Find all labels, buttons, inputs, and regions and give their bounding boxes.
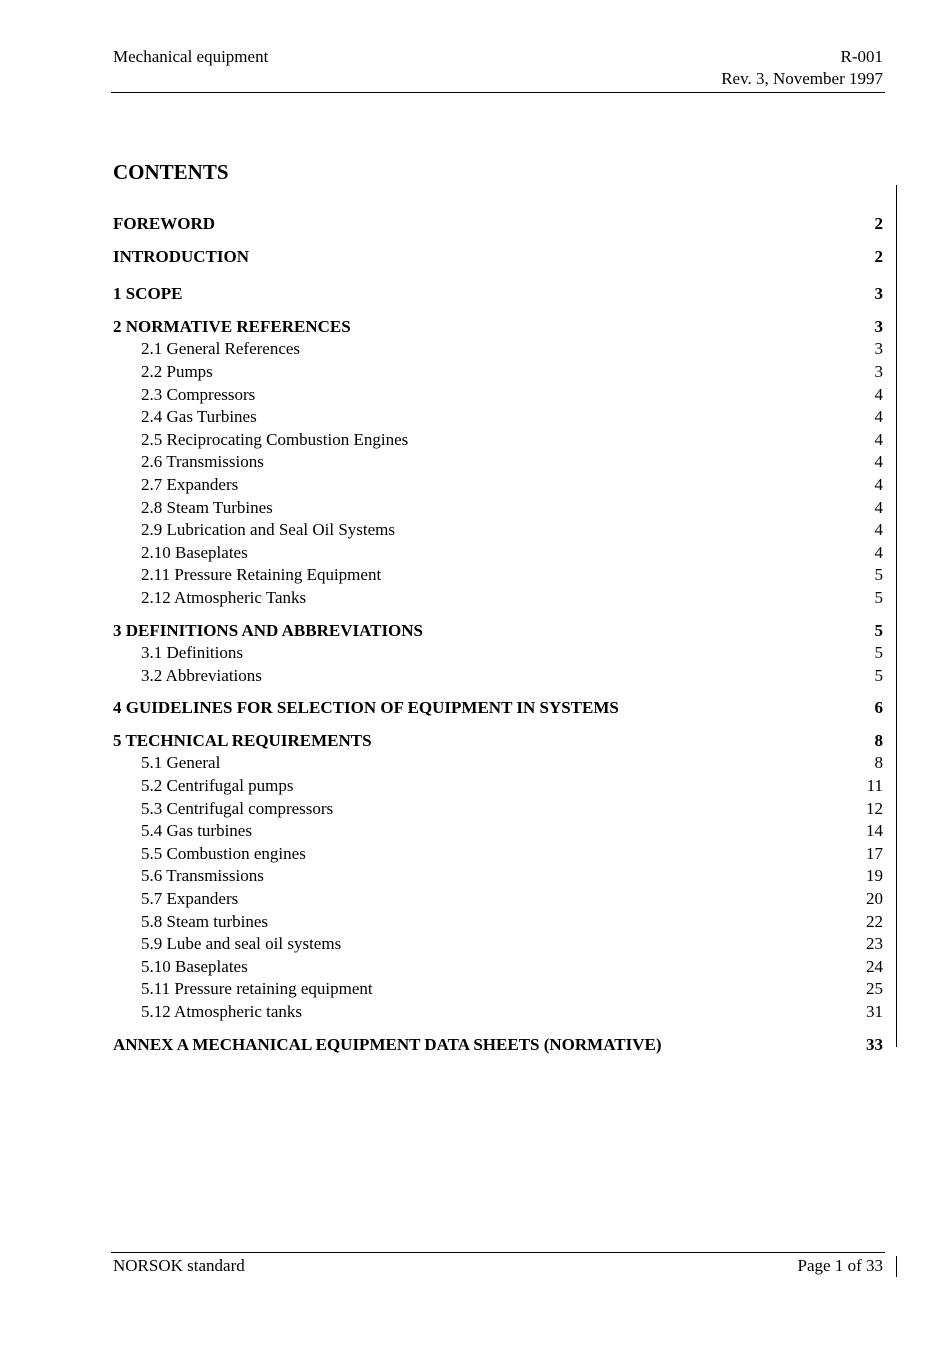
toc-entry-label: 5.10 Baseplates	[141, 956, 248, 976]
toc-entry-label: 1 SCOPE	[113, 284, 183, 304]
toc-entry-label: 2.12 Atmospheric Tanks	[141, 587, 307, 607]
toc-entry[interactable]	[113, 316, 883, 339]
toc-entry-page: 8	[874, 730, 883, 750]
toc-entry[interactable]	[113, 730, 883, 753]
toc-entry-label: 5.5 Combustion engines	[141, 843, 306, 863]
toc-entry[interactable]	[113, 429, 883, 452]
revision-label: Rev. 3, November 1997	[721, 69, 883, 88]
toc-entry[interactable]	[113, 474, 883, 497]
toc-entry-page: 14	[866, 821, 883, 841]
toc-entry[interactable]	[113, 798, 883, 821]
document-id: R-001	[840, 47, 883, 66]
toc-entry-page: 23	[866, 934, 883, 954]
document-title: Mechanical equipment	[113, 47, 269, 66]
toc-entry-label: 2.11 Pressure Retaining Equipment	[141, 565, 382, 585]
toc-entry-page: 4	[874, 384, 883, 404]
toc-entry-label: 2.8 Steam Turbines	[141, 497, 273, 517]
toc-entry[interactable]	[113, 384, 883, 407]
toc-entry-page: 4	[874, 497, 883, 517]
toc-entry-page: 4	[874, 452, 883, 472]
toc-entry-label: 5.9 Lube and seal oil systems	[141, 934, 342, 954]
footer-change-bar	[896, 1256, 897, 1277]
toc-entry-label: 5.3 Centrifugal compressors	[141, 798, 334, 818]
toc-entry[interactable]	[113, 519, 883, 542]
toc-entry-page: 4	[874, 542, 883, 562]
toc-entry-page: 3	[874, 361, 883, 381]
toc-entry-label: 2.4 Gas Turbines	[141, 407, 257, 427]
toc-entry-label: 5.6 Transmissions	[141, 866, 264, 886]
header-rule	[111, 92, 885, 93]
toc-entry-label: INTRODUCTION	[113, 246, 250, 266]
toc-entry[interactable]	[113, 451, 883, 474]
toc-entry-label: 3 DEFINITIONS AND ABBREVIATIONS	[113, 620, 424, 640]
revision-change-bar	[896, 185, 897, 1047]
toc-entry-label: 2.2 Pumps	[141, 361, 213, 381]
toc-entry-page: 4	[874, 407, 883, 427]
toc-entry-label: 5 TECHNICAL REQUIREMENTS	[113, 730, 372, 750]
toc-entry[interactable]	[113, 620, 883, 643]
toc-entry-page: 25	[866, 979, 883, 999]
toc-entry-label: 4 GUIDELINES FOR SELECTION OF EQUIPMENT IN SYSTEMS	[113, 698, 619, 718]
toc-entry-label: 2 NORMATIVE REFERENCES	[113, 316, 351, 336]
toc-entry[interactable]	[113, 775, 883, 798]
toc-entry[interactable]	[113, 642, 883, 665]
toc-entry-page: 8	[874, 753, 883, 773]
toc-entry-label: 5.7 Expanders	[141, 889, 239, 909]
toc-entry[interactable]	[113, 820, 883, 843]
toc-entry-page: 20	[866, 889, 883, 909]
toc-entry-label: 3.2 Abbreviations	[141, 665, 262, 685]
toc-entry-page: 4	[874, 520, 883, 540]
toc-entry[interactable]	[113, 246, 883, 269]
toc-entry-page: 3	[874, 284, 883, 304]
toc-entry[interactable]	[113, 406, 883, 429]
toc-entry-label: 2.3 Compressors	[141, 384, 256, 404]
toc-entry-page: 4	[874, 474, 883, 494]
contents-heading: CONTENTS	[113, 160, 229, 184]
toc-entry-label: 3.1 Definitions	[141, 643, 243, 663]
toc-entry[interactable]	[113, 752, 883, 775]
page-footer	[113, 1255, 883, 1277]
toc-entry[interactable]	[113, 697, 883, 720]
toc-entry[interactable]	[113, 542, 883, 565]
toc-entry[interactable]	[113, 978, 883, 1001]
toc-entry[interactable]	[113, 888, 883, 911]
toc-entry-page: 3	[874, 339, 883, 359]
table-of-contents	[113, 213, 883, 1056]
toc-entry-page: 33	[866, 1034, 883, 1054]
toc-entry[interactable]	[113, 956, 883, 979]
toc-entry[interactable]	[113, 497, 883, 520]
toc-entry-label: 2.6 Transmissions	[141, 452, 264, 472]
toc-entry-page: 5	[874, 587, 883, 607]
toc-entry-label: 2.9 Lubrication and Seal Oil Systems	[141, 520, 396, 540]
toc-entry-page: 22	[866, 911, 883, 931]
toc-entry-page: 5	[874, 565, 883, 585]
toc-entry-page: 24	[866, 956, 883, 976]
toc-entry-label: 5.1 General	[141, 753, 221, 773]
toc-entry[interactable]	[113, 665, 883, 688]
toc-entry-label: 2.10 Baseplates	[141, 542, 248, 562]
footer-rule	[111, 1252, 885, 1253]
toc-entry[interactable]	[113, 1034, 883, 1057]
toc-entry[interactable]	[113, 911, 883, 934]
toc-entry[interactable]	[113, 843, 883, 866]
toc-entry-page: 31	[866, 1002, 883, 1021]
toc-entry[interactable]	[113, 283, 883, 306]
toc-entry[interactable]	[113, 1001, 883, 1024]
toc-entry-label: 5.11 Pressure retaining equipment	[141, 979, 373, 999]
toc-entry-label: 5.12 Atmospheric tanks	[141, 1002, 303, 1021]
toc-entry-page: 3	[874, 316, 883, 336]
toc-entry-label: 5.4 Gas turbines	[141, 821, 252, 841]
toc-entry[interactable]	[113, 213, 883, 236]
toc-entry-page: 12	[866, 798, 883, 818]
toc-entry-label: 5.2 Centrifugal pumps	[141, 776, 294, 796]
footer-standard-name: NORSOK standard	[113, 1256, 245, 1275]
toc-entry-label: ANNEX A MECHANICAL EQUIPMENT DATA SHEETS (NORMATIVE)	[113, 1034, 662, 1054]
page-header	[113, 46, 883, 90]
toc-entry-page: 11	[866, 776, 883, 796]
toc-entry-page: 5	[874, 643, 883, 663]
toc-entry-page: 4	[874, 429, 883, 449]
toc-entry-page: 5	[874, 620, 883, 640]
toc-entry-label: 2.5 Reciprocating Combustion Engines	[141, 429, 409, 449]
toc-entry-label: FOREWORD	[113, 214, 215, 233]
page-number: Page 1 of 33	[797, 1256, 883, 1275]
toc-entry-page: 19	[866, 866, 883, 886]
toc-entry[interactable]	[113, 587, 883, 610]
toc-entry-page: 17	[866, 843, 883, 863]
toc-entry-label: 5.8 Steam turbines	[141, 911, 269, 931]
toc-entry-page: 6	[874, 698, 883, 718]
toc-entry[interactable]	[113, 564, 883, 587]
toc-entry[interactable]	[113, 338, 883, 361]
toc-entry-label: 2.1 General References	[141, 339, 301, 359]
toc-entry[interactable]	[113, 933, 883, 956]
toc-entry[interactable]	[113, 865, 883, 888]
toc-entry-page: 5	[874, 665, 883, 685]
toc-entry[interactable]	[113, 361, 883, 384]
toc-entry-page: 2	[874, 214, 883, 233]
toc-entry-page: 2	[874, 246, 883, 266]
toc-entry-label: 2.7 Expanders	[141, 474, 239, 494]
